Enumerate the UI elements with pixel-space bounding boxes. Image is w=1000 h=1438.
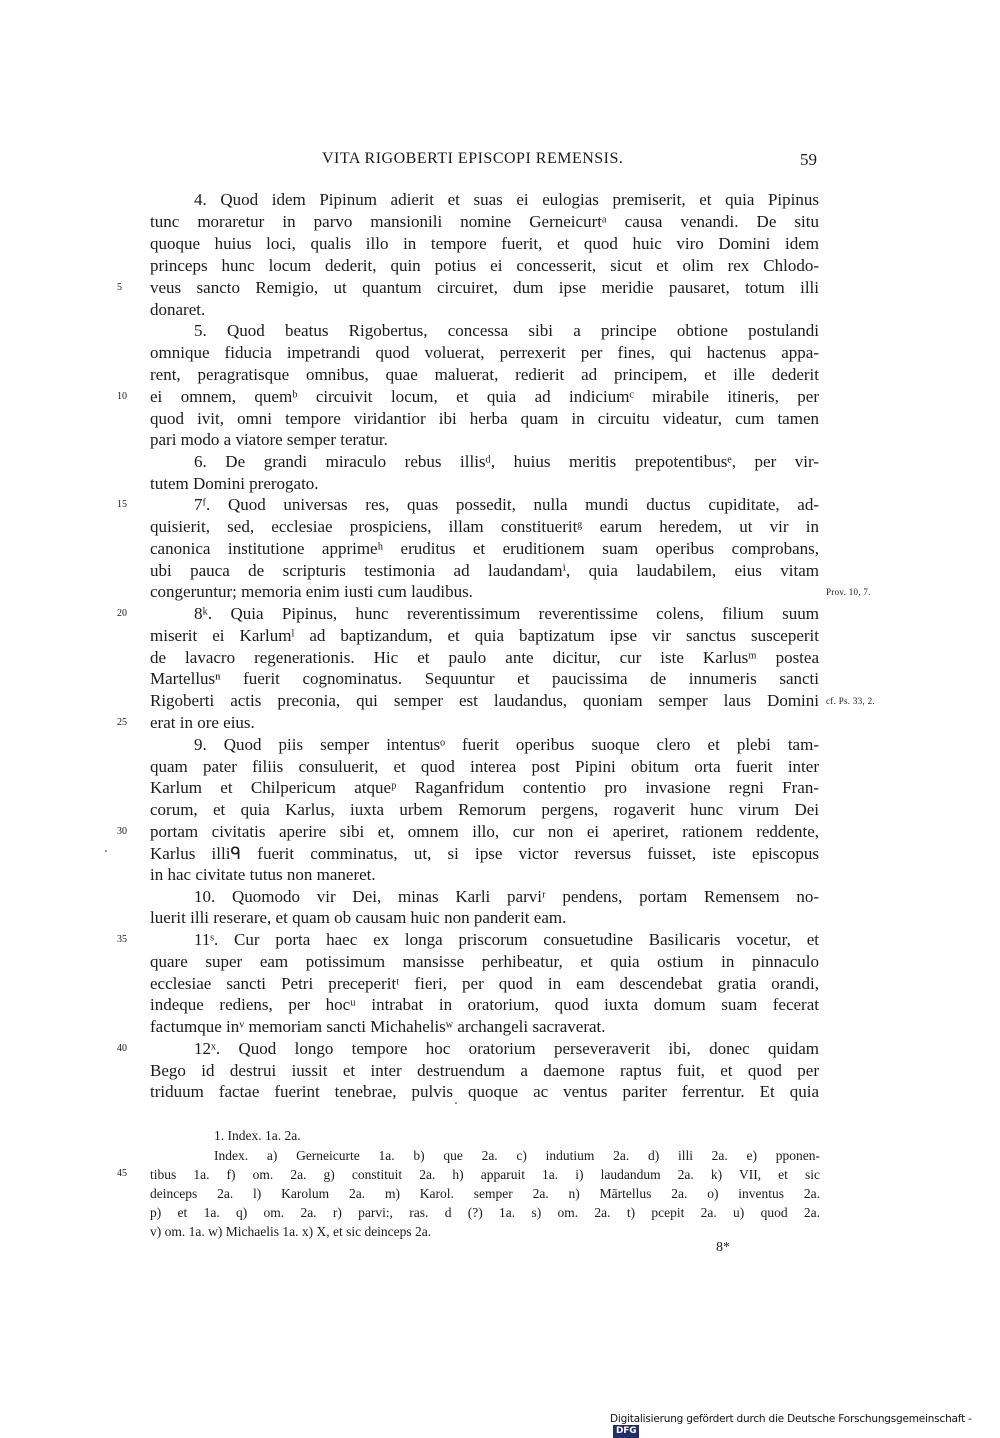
text-line: 8ᵏ. Quia Pipinus, hunc reverentissimum reverentissime colens, filium suum	[194, 604, 819, 623]
text-line: Martellusⁿ fuerit cognominatus. Sequuntur et paucissima de innumeris sancti	[150, 669, 819, 688]
line-number: 40	[117, 1043, 127, 1054]
footer-credit	[610, 1413, 1000, 1438]
scan-speck	[455, 1102, 457, 1104]
line-number: 45	[117, 1168, 127, 1179]
line-number: 10	[117, 391, 127, 402]
footnote-line: tibus 1a. f) om. 2a. g) constituit 2a. h) apparuit 1a. i) laudandum 2a. k) VII, et sic	[150, 1167, 820, 1182]
text-line: Karlus illiᑫ fuerit comminatus, ut, si ipse victor reversus fuisset, iste episcopus	[150, 844, 819, 863]
footnote-line: p) et 1a. q) om. 2a. r) parvi:, ras. d (?) 1a. s) om. 2a. t) pcepit 2a. u) quod 2a.	[150, 1205, 820, 1220]
text-line: de lavacro regenerationis. Hic et paulo ante dicitur, cur iste Karlusᵐ postea	[150, 648, 819, 667]
page-number: 59	[800, 150, 817, 169]
text-line: 9. Quod piis semper intentusᵒ fuerit operibus suoque clero et plebi tam-	[194, 735, 819, 754]
text-line: pari modo a viatore semper teratur.	[150, 430, 388, 449]
text-line: Karlum et Chilpericum atqueᵖ Raganfridum contentio pro invasione regni Fran-	[150, 778, 819, 797]
footnote-title: 1. Index. 1a. 2a.	[214, 1128, 301, 1143]
signature-mark: 8*	[716, 1240, 730, 1255]
text-line: ubi pauca de scripturis testimonia ad laudandamⁱ, quia laudabilem, eius vitam	[150, 561, 819, 580]
text-line: 6. De grandi miraculo rebus illisᵈ, huius meritis prepotentibusᵉ, per vir-	[194, 452, 819, 471]
line-number: 25	[117, 717, 127, 728]
margin-note: Prov. 10, 7.	[826, 587, 871, 597]
text-line: tutem Domini prerogato.	[150, 474, 319, 493]
text-line: 10. Quomodo vir Dei, minas Karli parviʳ pendens, portam Remensem no-	[194, 887, 819, 906]
text-line: 4. Quod idem Pipinum adierit et suas ei eulogias premiserit, et quia Pipinus	[194, 190, 819, 209]
line-number: 15	[117, 499, 127, 510]
text-line: canonica institutione apprimeʰ eruditus et eruditionem suam operibus comprobans,	[150, 539, 819, 558]
text-line: quisierit, sed, ecclesiae prospiciens, illam constituerit​ᵍ earum heredem, ut vir in	[150, 517, 819, 536]
text-line: indeque rediens, per hocᵘ intrabat in oratorium, quod iuxta domum suam fecerat	[150, 995, 819, 1014]
dfg-logo-icon: DFG	[613, 1425, 639, 1438]
line-number: 35	[117, 934, 127, 945]
text-line: in hac civitate tutus non maneret.	[150, 865, 376, 884]
scan-speck	[105, 850, 107, 852]
text-line: tunc moraretur in parvo mansionili nomine Gerneicurtᵃ causa venandi. De situ	[150, 212, 819, 231]
text-line: quare super eam potissimum mansisse perhibeatur, et quia ostium in pinnaculo	[150, 952, 819, 971]
text-line: omnique fiducia impetrandi quod voluerat, perrexerit per fines, qui hactenus appa-	[150, 343, 819, 362]
text-line: princeps hunc locum dederit, quin potius ei concesserit, sicut et olim rex Chlodo-	[150, 256, 819, 275]
text-line: erat in ore eius.	[150, 713, 255, 732]
text-line: corum, et quia Karlus, iuxta urbem Remorum pergens, rogaverit hunc virum Dei	[150, 800, 819, 819]
text-line: 5. Quod beatus Rigobertus, concessa sibi a principe obtione postulandi	[194, 321, 819, 340]
margin-note: cf. Ps. 33, 2.	[826, 696, 875, 706]
text-line: triduum factae fuerint tenebrae, pulvis quoque ac ventus pariter ferrentur. Et quia	[150, 1082, 819, 1101]
text-line: 7ᶠ. Quod universas res, quas possedit, nulla mundi ductus cupiditate, ad-	[194, 495, 819, 514]
text-line: quod ivit, omni tempore viridantior ibi herba quam in circuitu videatur, cum tamen	[150, 409, 819, 428]
text-line: veus sancto Remigio, ut quantum circuiret, dum ipse meridie pausaret, totum illi	[150, 278, 819, 297]
text-line: Bego id destrui iussit et inter destruendum a daemone raptus fuit, et quod per	[150, 1061, 819, 1080]
text-line: congeruntur; memoria enim iusti cum laudibus.	[150, 582, 473, 601]
footnote-line: Index. a) Gerneicurte 1a. b) que 2a. c) indutium 2a. d) illi 2a. e) pponen-	[214, 1148, 820, 1163]
text-line: rent, peragratisque omnibus, quae maluerat, redierit ad principem, et ille dederit	[150, 365, 819, 384]
text-line: miserit ei Karlumˡ ad baptizandum, et quia baptizatum ipse vir sanctus susceperit	[150, 626, 819, 645]
text-line: 11ˢ. Cur porta haec ex longa priscorum consuetudine Basilicaris vocetur, et	[194, 930, 819, 949]
text-line: factumque inᵛ memoriam sancti Michahelisʷ archangeli sacraverat.	[150, 1017, 606, 1036]
text-line: quoque huius loci, qualis illo in tempore fuerit, et quod huic viro Domini idem	[150, 234, 819, 253]
footnote-line: deinceps 2a. l) Karolum 2a. m) Karol. semper 2a. n) Mārtellus 2a. o) inventus 2a.	[150, 1186, 820, 1201]
line-number: 30	[117, 826, 127, 837]
footer-text: Digitalisierung gefördert durch die Deutsche Forschungsgemeinschaft -	[610, 1413, 972, 1425]
line-number: 5	[117, 282, 122, 293]
text-line: 12ˣ. Quod longo tempore hoc oratorium perseveraverit ibi, donec quidam	[194, 1039, 819, 1058]
text-line: portam civitatis aperire sibi et, omnem illo, cur non ei aperiret, rationem reddente,	[150, 822, 819, 841]
running-header: VITA RIGOBERTI EPISCOPI REMENSIS.	[322, 150, 624, 167]
text-line: luerit illi reserare, et quam ob causam huic non panderit eam.	[150, 908, 567, 927]
line-number: 20	[117, 608, 127, 619]
text-line: Rigoberti actis preconia, qui semper est laudandus, quoniam semper laus Domini	[150, 691, 819, 710]
text-line: quam pater filiis consuluerit, et quod interea post Pipini obitum orta fuerit inter	[150, 757, 819, 776]
text-line: donaret.	[150, 300, 206, 319]
text-line: ecclesiae sancti Petri preceperitᵗ fieri, per quod in eam descendebat gratia orandi,	[150, 974, 819, 993]
text-line: ei omnem, quemᵇ circuivit locum, et quia ad indiciumᶜ mirabile itineris, per	[150, 387, 819, 406]
footnote-line: v) om. 1a. w) Michaelis 1a. x) X, et sic deinceps 2a.	[150, 1224, 432, 1239]
